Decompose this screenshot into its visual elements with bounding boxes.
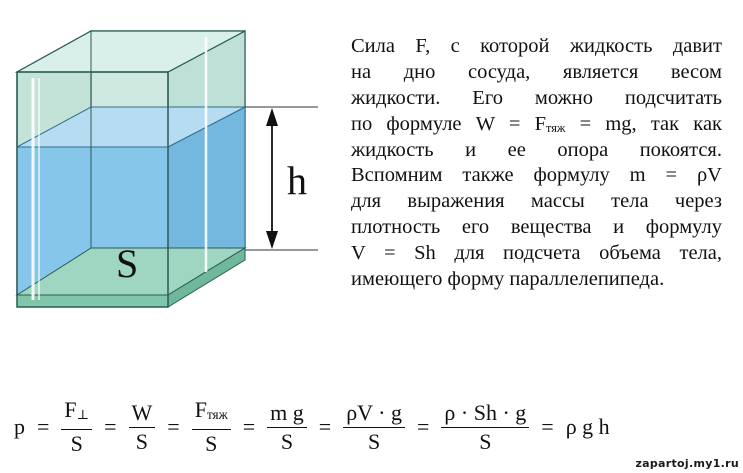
fraction-numerator: W: [131, 399, 153, 425]
fraction-rhoshg-over-s: [441, 400, 529, 455]
text-line-4: [351, 112, 722, 138]
fraction-numerator: [192, 397, 231, 429]
area-label: S: [116, 241, 139, 286]
fraction-denominator: S: [135, 428, 148, 454]
fraction-denominator: S: [205, 431, 218, 456]
fraction-mg-over-s: [267, 400, 307, 455]
text-line-1: Сила F, с которой жидкость давит: [351, 35, 722, 57]
height-arrow-head-up: [266, 108, 278, 126]
text-line-8: плотность его вещества и формулу: [351, 216, 722, 239]
fraction-denominator: S: [367, 428, 381, 454]
pressure-formula: [14, 396, 610, 458]
numerator-f: F: [194, 397, 207, 422]
numerator-f: F: [64, 397, 77, 422]
text-line-10: имеющего форму параллелепипеда.: [351, 268, 665, 291]
formula-eq-1: =: [37, 414, 50, 439]
fraction-denominator: S: [479, 428, 492, 454]
fraction-rhovg-over-s: [343, 400, 405, 455]
tyazh-subscript: тяж: [206, 407, 228, 422]
formula-eq-4: =: [242, 414, 256, 439]
fraction-ftyazh-over-s: [192, 397, 231, 457]
text-line-6: Вспомним также формулу m = ρV: [351, 164, 722, 187]
fraction-numerator: ρ · Sh · g: [444, 399, 527, 425]
text-line-4-a: по формуле W = F: [351, 112, 547, 135]
formula-eq-3: =: [167, 414, 180, 439]
explanation-paragraph: [351, 34, 722, 293]
fraction-f-perp-over-s: [61, 397, 92, 457]
text-line-4-b: = mg, так как: [565, 112, 722, 135]
text-line-3: жидкости. Его можно подсчитать: [351, 86, 722, 109]
text-line-9: V = Sh для подсчета объема тела,: [351, 242, 722, 265]
fraction-denominator: S: [70, 431, 83, 456]
fraction-numerator: [61, 397, 92, 429]
height-arrow-head-down: [266, 231, 278, 249]
vessel-figure: [0, 0, 340, 320]
text-line-5: жидкость и ее опора покоятся.: [351, 138, 722, 161]
perp-subscript: ⊥: [76, 407, 90, 422]
text-line-4-sub: тяж: [546, 120, 566, 135]
fraction-w-over-s: [129, 400, 156, 455]
fraction-numerator: m g: [270, 399, 304, 425]
formula-result: ρ g h: [565, 414, 610, 439]
formula-eq-2: =: [104, 414, 117, 439]
text-line-2: на дно сосуда, является весом: [351, 60, 722, 83]
watermark: zapartoj.my1.ru: [635, 457, 739, 470]
height-label: h: [287, 158, 307, 203]
formula-eq-5: =: [318, 414, 332, 439]
formula-eq-6: =: [416, 414, 430, 439]
formula-p: p: [14, 414, 25, 439]
formula-eq-7: =: [541, 414, 554, 439]
text-line-7: для выражения массы тела через: [351, 190, 722, 213]
fraction-numerator: ρV · g: [346, 399, 402, 425]
fraction-denominator: S: [280, 428, 294, 454]
